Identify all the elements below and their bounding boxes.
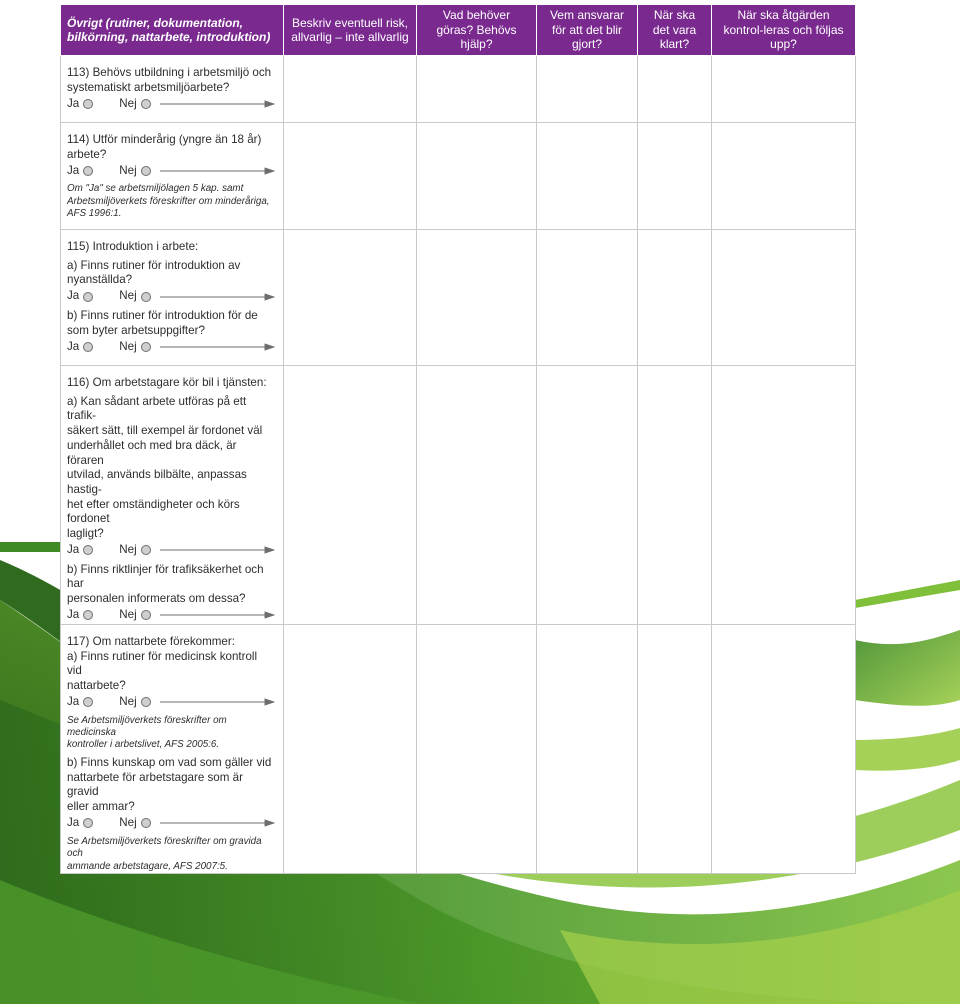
no-option[interactable] — [119, 695, 150, 710]
question-text: utvilad, används bilbälte, anpassas hastig- — [67, 468, 247, 496]
yes-no-answer — [67, 288, 275, 305]
answer-cell-risk[interactable] — [284, 56, 417, 123]
answer-cell-action[interactable] — [417, 624, 537, 873]
question-text: b) Finns rutiner för introduktion för de — [67, 309, 258, 323]
yes-option[interactable] — [67, 164, 93, 179]
no-option[interactable] — [119, 340, 150, 355]
regulation-note-line: kontroller i arbetslivet, AFS 2005:6. — [67, 739, 220, 751]
header-risk: Beskriv eventuell risk, allvarlig – inte allvarlig — [284, 5, 417, 56]
regulation-note-line: Arbetsmiljöverkets föreskrifter om minderåriga, — [67, 195, 270, 207]
yes-radio[interactable] — [83, 818, 93, 828]
question-text: säkert sätt, till exempel är fordonet väl — [67, 424, 263, 438]
no-label: Nej — [119, 607, 137, 621]
header-deadline: När ska det vara klart? — [638, 5, 712, 56]
yes-label: Ja — [67, 694, 80, 708]
answer-cell-risk[interactable] — [284, 230, 417, 366]
yes-no-answer — [67, 95, 275, 112]
question-row — [61, 624, 856, 873]
answer-cell-deadline[interactable] — [638, 123, 712, 230]
yes-no-answer — [67, 607, 275, 624]
question-text: nattarbete? — [67, 678, 126, 692]
answer-cell-followup[interactable] — [712, 56, 856, 123]
no-label: Nej — [119, 815, 137, 829]
yes-option[interactable] — [67, 816, 93, 831]
question-text: b) Finns kunskap om vad som gäller vid — [67, 755, 272, 769]
no-label: Nej — [119, 694, 137, 708]
yes-radio[interactable] — [83, 610, 93, 620]
answer-cell-deadline[interactable] — [638, 56, 712, 123]
regulation-note-line: Om "Ja" se arbetsmiljölagen 5 kap. samt — [67, 183, 244, 195]
question-text: lagligt? — [67, 527, 104, 541]
arrow-right-icon — [160, 342, 275, 352]
question-text: a) Kan sådant arbete utföras på ett trafik- — [67, 394, 247, 423]
question-text: arbete? — [67, 147, 107, 161]
question-cell — [61, 366, 284, 625]
question-text: 116) Om arbetstagare kör bil i tjänsten: — [67, 376, 267, 389]
question-text: het efter omständigheter och körs fordonet — [67, 497, 240, 526]
question-row — [61, 366, 856, 625]
no-radio[interactable] — [141, 292, 151, 302]
yes-label: Ja — [67, 607, 80, 621]
yes-option[interactable] — [67, 543, 93, 558]
yes-label: Ja — [67, 289, 80, 303]
question-cell — [61, 230, 284, 366]
no-label: Nej — [119, 339, 137, 353]
yes-option[interactable] — [67, 289, 93, 304]
answer-cell-responsible[interactable] — [537, 230, 638, 366]
yes-label: Ja — [67, 815, 80, 829]
answer-cell-responsible[interactable] — [537, 56, 638, 123]
question-row — [61, 230, 856, 366]
arrow-right-icon — [160, 99, 275, 109]
yes-radio[interactable] — [83, 292, 93, 302]
yes-option[interactable] — [67, 608, 93, 623]
no-radio[interactable] — [141, 818, 151, 828]
question-cell — [61, 624, 284, 873]
question-text: 115) Introduktion i arbete: — [67, 240, 199, 253]
yes-radio[interactable] — [83, 166, 93, 176]
question-cell — [61, 56, 284, 123]
yes-option[interactable] — [67, 340, 93, 355]
no-option[interactable] — [119, 816, 150, 831]
header-responsible: Vem ansvarar för att det blir gjort? — [537, 5, 638, 56]
question-text: nyanställda? — [67, 273, 133, 287]
regulation-note-line: AFS 1996:1. — [67, 208, 122, 220]
regulation-note-line: Se Arbetsmiljöverkets föreskrifter om medicinska — [67, 714, 227, 739]
action-plan-table — [60, 4, 856, 874]
no-radio[interactable] — [141, 342, 151, 352]
regulation-note — [67, 715, 275, 752]
no-radio[interactable] — [141, 545, 151, 555]
yes-radio[interactable] — [83, 697, 93, 707]
regulation-note — [67, 183, 275, 220]
answer-cell-followup[interactable] — [712, 624, 856, 873]
arrow-right-icon — [160, 818, 275, 828]
answer-cell-deadline[interactable] — [638, 366, 712, 625]
answer-cell-risk[interactable] — [284, 123, 417, 230]
yes-option[interactable] — [67, 97, 93, 112]
arrow-right-icon — [160, 166, 275, 176]
no-label: Nej — [119, 96, 137, 110]
no-radio[interactable] — [141, 610, 151, 620]
no-radio[interactable] — [141, 99, 151, 109]
yes-option[interactable] — [67, 695, 93, 710]
yes-radio[interactable] — [83, 99, 93, 109]
yes-label: Ja — [67, 542, 80, 556]
header-row — [61, 5, 856, 56]
answer-cell-followup[interactable] — [712, 123, 856, 230]
regulation-note-line: ammande arbetstagare, AFS 2007:5. — [67, 860, 228, 872]
header-category: Övrigt (rutiner, dokumentation, bilkörning, nattarbete, introduktion) — [61, 5, 284, 56]
arrow-right-icon — [160, 697, 275, 707]
question-row — [61, 56, 856, 123]
header-action: Vad behöver göras? Behövs hjälp? — [417, 5, 537, 56]
arrow-right-icon — [160, 292, 275, 302]
regulation-note-line: Se Arbetsmiljöverkets föreskrifter om gravida och — [67, 835, 262, 860]
question-text: personalen informerats om dessa? — [67, 592, 246, 606]
answer-cell-risk[interactable] — [284, 366, 417, 625]
question-cell — [61, 123, 284, 230]
question-text: 113) Behövs utbildning i arbetsmiljö och — [67, 66, 272, 79]
no-option[interactable] — [119, 608, 150, 623]
yes-label: Ja — [67, 163, 80, 177]
question-text: b) Finns riktlinjer för trafiksäkerhet och har — [67, 562, 264, 591]
answer-cell-action[interactable] — [417, 366, 537, 625]
question-text: a) Finns rutiner för introduktion av — [67, 258, 241, 272]
no-option[interactable] — [119, 543, 150, 558]
no-option[interactable] — [119, 97, 150, 112]
header-followup: När ska åtgärden kontrol-leras och följas upp? — [712, 5, 856, 56]
answer-cell-responsible[interactable] — [537, 123, 638, 230]
answer-cell-deadline[interactable] — [638, 230, 712, 366]
question-text: 114) Utför minderårig (yngre än 18 år) — [67, 133, 262, 146]
answer-cell-followup[interactable] — [712, 366, 856, 625]
question-row — [61, 123, 856, 230]
answer-cell-deadline[interactable] — [638, 624, 712, 873]
answer-cell-risk[interactable] — [284, 624, 417, 873]
yes-no-answer — [67, 339, 275, 356]
answer-cell-responsible[interactable] — [537, 624, 638, 873]
yes-no-answer — [67, 815, 275, 832]
yes-label: Ja — [67, 96, 80, 110]
question-text: eller ammar? — [67, 799, 135, 813]
answer-cell-action[interactable] — [417, 123, 537, 230]
no-option[interactable] — [119, 289, 150, 304]
yes-no-answer — [67, 162, 275, 179]
no-label: Nej — [119, 163, 137, 177]
answer-cell-action[interactable] — [417, 230, 537, 366]
no-option[interactable] — [119, 164, 150, 179]
question-text: underhållet och med bra däck, är föraren — [67, 438, 237, 467]
question-text: som byter arbetsuppgifter? — [67, 323, 205, 337]
no-radio[interactable] — [141, 166, 151, 176]
yes-label: Ja — [67, 339, 80, 353]
no-radio[interactable] — [141, 697, 151, 707]
no-label: Nej — [119, 289, 137, 303]
answer-cell-followup[interactable] — [712, 230, 856, 366]
question-text: systematiskt arbetsmiljöarbete? — [67, 80, 230, 94]
arrow-right-icon — [160, 545, 275, 555]
yes-radio[interactable] — [83, 545, 93, 555]
yes-radio[interactable] — [83, 342, 93, 352]
question-text: nattarbete för arbetstagare som är gravid — [67, 770, 243, 799]
regulation-note — [67, 836, 275, 873]
answer-cell-responsible[interactable] — [537, 366, 638, 625]
answer-cell-action[interactable] — [417, 56, 537, 123]
question-text: 117) Om nattarbete förekommer: — [67, 634, 235, 648]
yes-no-answer — [67, 694, 275, 711]
arrow-right-icon — [160, 610, 275, 620]
yes-no-answer — [67, 542, 275, 559]
no-label: Nej — [119, 542, 137, 556]
question-text: a) Finns rutiner för medicinsk kontroll vid — [67, 649, 258, 678]
